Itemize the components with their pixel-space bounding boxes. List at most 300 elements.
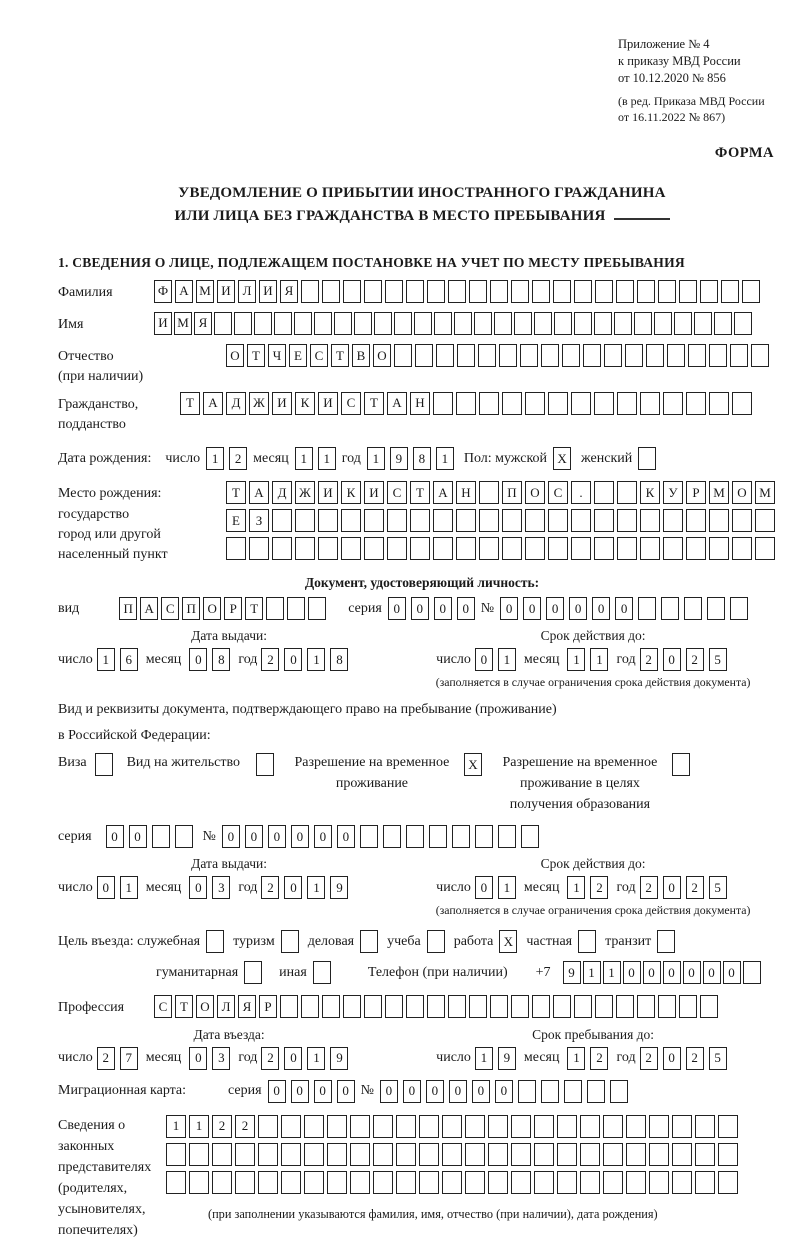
form-cell[interactable] — [534, 1115, 554, 1138]
form-cell[interactable]: Ф — [154, 280, 172, 303]
form-cell[interactable] — [562, 344, 580, 367]
form-cell[interactable] — [287, 597, 305, 620]
form-cell[interactable] — [448, 995, 466, 1018]
form-cell[interactable] — [686, 537, 706, 560]
form-cell[interactable] — [249, 537, 269, 560]
form-cell[interactable] — [661, 597, 679, 620]
form-cell[interactable] — [304, 1115, 324, 1138]
form-cell[interactable]: 1 — [307, 648, 325, 671]
form-cell[interactable] — [626, 1143, 646, 1166]
form-cell[interactable] — [640, 509, 660, 532]
form-cell[interactable]: 1 — [567, 648, 585, 671]
form-cell[interactable] — [364, 537, 384, 560]
form-cell[interactable] — [663, 537, 683, 560]
form-cell[interactable] — [475, 825, 493, 848]
form-cell[interactable] — [281, 1115, 301, 1138]
form-cell[interactable] — [341, 537, 361, 560]
form-cell[interactable] — [364, 280, 382, 303]
form-cell[interactable]: С — [154, 995, 172, 1018]
form-cell[interactable] — [427, 280, 445, 303]
form-cell[interactable] — [334, 312, 352, 335]
form-cell[interactable]: И — [259, 280, 277, 303]
form-cell[interactable]: Т — [245, 597, 263, 620]
form-cell[interactable] — [718, 1171, 738, 1194]
form-cell[interactable]: О — [525, 481, 545, 504]
form-cell[interactable] — [502, 537, 522, 560]
form-cell[interactable] — [383, 825, 401, 848]
form-cell[interactable] — [709, 344, 727, 367]
form-cell[interactable] — [617, 392, 637, 415]
form-cell[interactable]: С — [161, 597, 179, 620]
form-cell[interactable] — [189, 1143, 209, 1166]
form-cell[interactable] — [436, 344, 454, 367]
form-cell[interactable] — [553, 995, 571, 1018]
form-cell[interactable]: 2 — [261, 1047, 279, 1070]
form-cell[interactable]: О — [373, 344, 391, 367]
form-cell[interactable] — [730, 597, 748, 620]
form-cell[interactable]: Я — [280, 280, 298, 303]
form-cell[interactable]: Н — [410, 392, 430, 415]
purpose-official-checkbox[interactable] — [206, 930, 224, 953]
form-cell[interactable] — [494, 312, 512, 335]
form-cell[interactable]: 5 — [709, 1047, 727, 1070]
form-cell[interactable] — [514, 312, 532, 335]
form-cell[interactable]: А — [203, 392, 223, 415]
form-cell[interactable] — [709, 537, 729, 560]
purpose-study-checkbox[interactable] — [427, 930, 445, 953]
form-cell[interactable] — [679, 280, 697, 303]
form-cell[interactable] — [373, 1171, 393, 1194]
form-cell[interactable] — [557, 1171, 577, 1194]
form-cell[interactable]: Д — [226, 392, 246, 415]
form-cell[interactable]: 0 — [523, 597, 541, 620]
form-cell[interactable]: X — [464, 753, 482, 776]
form-cell[interactable] — [189, 1171, 209, 1194]
form-cell[interactable]: 0 — [284, 876, 302, 899]
form-cell[interactable]: 0 — [337, 825, 355, 848]
form-cell[interactable] — [364, 995, 382, 1018]
form-cell[interactable] — [478, 344, 496, 367]
form-cell[interactable]: Р — [259, 995, 277, 1018]
form-cell[interactable]: 1 — [498, 876, 516, 899]
form-cell[interactable]: 0 — [245, 825, 263, 848]
form-cell[interactable] — [578, 930, 596, 953]
form-cell[interactable]: 0 — [268, 825, 286, 848]
purpose-work-checkbox[interactable] — [499, 930, 517, 953]
form-cell[interactable]: 0 — [663, 648, 681, 671]
form-cell[interactable] — [304, 1143, 324, 1166]
form-cell[interactable] — [520, 344, 538, 367]
form-cell[interactable] — [721, 280, 739, 303]
form-cell[interactable]: 0 — [189, 1047, 207, 1070]
form-cell[interactable] — [553, 280, 571, 303]
form-cell[interactable]: Т — [331, 344, 349, 367]
form-cell[interactable]: 2 — [590, 876, 608, 899]
form-cell[interactable]: 1 — [295, 447, 313, 470]
form-cell[interactable] — [433, 392, 453, 415]
form-cell[interactable] — [488, 1143, 508, 1166]
form-cell[interactable] — [610, 1080, 628, 1103]
residence-permit-checkbox[interactable] — [256, 752, 274, 776]
form-cell[interactable] — [410, 509, 430, 532]
form-cell[interactable] — [419, 1171, 439, 1194]
form-cell[interactable] — [571, 509, 591, 532]
form-cell[interactable] — [212, 1143, 232, 1166]
form-cell[interactable]: 8 — [413, 447, 431, 470]
form-cell[interactable]: 3 — [212, 876, 230, 899]
form-cell[interactable] — [427, 930, 445, 953]
form-cell[interactable]: 0 — [314, 1080, 332, 1103]
form-cell[interactable] — [672, 1171, 692, 1194]
form-cell[interactable] — [604, 344, 622, 367]
form-cell[interactable] — [557, 1115, 577, 1138]
form-cell[interactable]: Т — [410, 481, 430, 504]
form-cell[interactable] — [658, 280, 676, 303]
form-cell[interactable] — [373, 1115, 393, 1138]
form-cell[interactable] — [732, 392, 752, 415]
form-cell[interactable] — [700, 280, 718, 303]
form-cell[interactable] — [474, 312, 492, 335]
form-cell[interactable] — [410, 537, 430, 560]
form-cell[interactable]: 0 — [314, 825, 332, 848]
form-cell[interactable] — [751, 344, 769, 367]
form-cell[interactable] — [557, 1143, 577, 1166]
form-cell[interactable]: Я — [194, 312, 212, 335]
form-cell[interactable] — [594, 481, 614, 504]
form-cell[interactable] — [700, 995, 718, 1018]
form-cell[interactable] — [394, 344, 412, 367]
form-cell[interactable] — [256, 753, 274, 776]
form-cell[interactable]: И — [272, 392, 292, 415]
purpose-private-checkbox[interactable] — [578, 930, 596, 953]
form-cell[interactable] — [571, 537, 591, 560]
form-cell[interactable] — [640, 537, 660, 560]
form-cell[interactable] — [479, 481, 499, 504]
form-cell[interactable]: 0 — [495, 1080, 513, 1103]
form-cell[interactable] — [490, 995, 508, 1018]
form-cell[interactable]: П — [119, 597, 137, 620]
form-cell[interactable] — [327, 1171, 347, 1194]
form-cell[interactable] — [434, 312, 452, 335]
form-cell[interactable]: 0 — [106, 825, 124, 848]
form-cell[interactable]: С — [548, 481, 568, 504]
form-cell[interactable] — [649, 1115, 669, 1138]
purpose-tourism-checkbox[interactable] — [281, 930, 299, 953]
form-cell[interactable] — [755, 537, 775, 560]
form-cell[interactable] — [594, 509, 614, 532]
form-cell[interactable] — [281, 930, 299, 953]
form-cell[interactable] — [295, 509, 315, 532]
form-cell[interactable] — [301, 280, 319, 303]
form-cell[interactable] — [234, 312, 252, 335]
form-cell[interactable]: А — [249, 481, 269, 504]
form-cell[interactable] — [479, 509, 499, 532]
form-cell[interactable] — [617, 481, 637, 504]
form-cell[interactable] — [583, 344, 601, 367]
purpose-other-checkbox[interactable] — [313, 961, 331, 984]
form-cell[interactable] — [718, 1115, 738, 1138]
form-cell[interactable] — [479, 537, 499, 560]
form-cell[interactable] — [640, 392, 660, 415]
form-cell[interactable]: 9 — [563, 961, 581, 984]
form-cell[interactable] — [419, 1143, 439, 1166]
form-cell[interactable] — [684, 597, 702, 620]
form-cell[interactable] — [574, 995, 592, 1018]
form-cell[interactable] — [301, 995, 319, 1018]
form-cell[interactable] — [734, 312, 752, 335]
form-cell[interactable] — [433, 537, 453, 560]
form-cell[interactable]: 0 — [284, 648, 302, 671]
form-cell[interactable] — [707, 597, 725, 620]
form-cell[interactable] — [674, 312, 692, 335]
form-cell[interactable] — [212, 1171, 232, 1194]
form-cell[interactable] — [743, 961, 761, 984]
sex-male-checkbox[interactable] — [553, 447, 571, 470]
form-cell[interactable] — [658, 995, 676, 1018]
form-cell[interactable]: 0 — [291, 1080, 309, 1103]
form-cell[interactable]: К — [640, 481, 660, 504]
form-cell[interactable]: К — [295, 392, 315, 415]
purpose-transit-checkbox[interactable] — [657, 930, 675, 953]
form-cell[interactable] — [587, 1080, 605, 1103]
form-cell[interactable]: 9 — [390, 447, 408, 470]
form-cell[interactable] — [521, 825, 539, 848]
form-cell[interactable]: М — [755, 481, 775, 504]
form-cell[interactable] — [667, 344, 685, 367]
form-cell[interactable] — [672, 1115, 692, 1138]
form-cell[interactable]: 0 — [222, 825, 240, 848]
form-cell[interactable] — [532, 280, 550, 303]
form-cell[interactable]: 0 — [703, 961, 721, 984]
form-cell[interactable]: 2 — [686, 1047, 704, 1070]
form-cell[interactable] — [396, 1115, 416, 1138]
form-cell[interactable] — [469, 995, 487, 1018]
form-cell[interactable] — [327, 1115, 347, 1138]
form-cell[interactable] — [709, 392, 729, 415]
form-cell[interactable]: А — [387, 392, 407, 415]
form-cell[interactable]: X — [553, 447, 571, 470]
form-cell[interactable] — [646, 344, 664, 367]
form-cell[interactable]: Ж — [295, 481, 315, 504]
form-cell[interactable] — [327, 1143, 347, 1166]
form-cell[interactable]: 0 — [380, 1080, 398, 1103]
form-cell[interactable]: М — [196, 280, 214, 303]
form-cell[interactable]: 2 — [686, 876, 704, 899]
form-cell[interactable] — [603, 1115, 623, 1138]
form-cell[interactable]: 1 — [475, 1047, 493, 1070]
form-cell[interactable] — [649, 1143, 669, 1166]
form-cell[interactable] — [654, 312, 672, 335]
form-cell[interactable]: И — [318, 481, 338, 504]
form-cell[interactable] — [469, 280, 487, 303]
form-cell[interactable]: . — [571, 481, 591, 504]
form-cell[interactable]: 0 — [449, 1080, 467, 1103]
form-cell[interactable] — [637, 280, 655, 303]
form-cell[interactable]: Н — [456, 481, 476, 504]
form-cell[interactable] — [718, 1143, 738, 1166]
form-cell[interactable]: А — [140, 597, 158, 620]
form-cell[interactable]: 0 — [623, 961, 641, 984]
form-cell[interactable]: М — [709, 481, 729, 504]
form-cell[interactable] — [686, 392, 706, 415]
form-cell[interactable]: 1 — [206, 447, 224, 470]
form-cell[interactable] — [695, 1115, 715, 1138]
form-cell[interactable] — [511, 1143, 531, 1166]
form-cell[interactable]: 0 — [683, 961, 701, 984]
form-cell[interactable]: В — [352, 344, 370, 367]
form-cell[interactable] — [617, 509, 637, 532]
form-cell[interactable] — [304, 1171, 324, 1194]
form-cell[interactable]: Т — [226, 481, 246, 504]
form-cell[interactable] — [502, 392, 522, 415]
form-cell[interactable] — [518, 1080, 536, 1103]
form-cell[interactable]: 8 — [212, 648, 230, 671]
form-cell[interactable] — [318, 509, 338, 532]
form-cell[interactable]: 0 — [268, 1080, 286, 1103]
form-cell[interactable]: 1 — [567, 876, 585, 899]
form-cell[interactable]: Л — [217, 995, 235, 1018]
form-cell[interactable]: 0 — [403, 1080, 421, 1103]
edu-permit-checkbox[interactable] — [672, 752, 690, 776]
form-cell[interactable]: 0 — [663, 876, 681, 899]
form-cell[interactable]: О — [196, 995, 214, 1018]
form-cell[interactable] — [274, 312, 292, 335]
form-cell[interactable] — [672, 753, 690, 776]
form-cell[interactable]: 0 — [723, 961, 741, 984]
form-cell[interactable]: К — [341, 481, 361, 504]
form-cell[interactable] — [456, 509, 476, 532]
form-cell[interactable] — [534, 312, 552, 335]
form-cell[interactable] — [580, 1171, 600, 1194]
form-cell[interactable]: 0 — [291, 825, 309, 848]
form-cell[interactable] — [214, 312, 232, 335]
form-cell[interactable]: 1 — [367, 447, 385, 470]
form-cell[interactable] — [595, 995, 613, 1018]
form-cell[interactable]: С — [341, 392, 361, 415]
form-cell[interactable]: 2 — [235, 1115, 255, 1138]
form-cell[interactable] — [554, 312, 572, 335]
form-cell[interactable] — [373, 1143, 393, 1166]
form-cell[interactable] — [280, 995, 298, 1018]
form-cell[interactable]: Д — [272, 481, 292, 504]
form-cell[interactable] — [452, 825, 470, 848]
form-cell[interactable] — [594, 392, 614, 415]
form-cell[interactable]: 9 — [498, 1047, 516, 1070]
form-cell[interactable] — [730, 344, 748, 367]
form-cell[interactable] — [580, 1143, 600, 1166]
form-cell[interactable] — [499, 344, 517, 367]
form-cell[interactable] — [755, 509, 775, 532]
form-cell[interactable]: 1 — [498, 648, 516, 671]
form-cell[interactable]: Л — [238, 280, 256, 303]
form-cell[interactable] — [616, 995, 634, 1018]
form-cell[interactable]: 0 — [546, 597, 564, 620]
form-cell[interactable] — [254, 312, 272, 335]
form-cell[interactable] — [694, 312, 712, 335]
form-cell[interactable] — [226, 537, 246, 560]
visa-checkbox[interactable] — [95, 752, 113, 776]
form-cell[interactable] — [350, 1171, 370, 1194]
form-cell[interactable]: 0 — [97, 876, 115, 899]
form-cell[interactable] — [350, 1143, 370, 1166]
form-cell[interactable]: 1 — [97, 648, 115, 671]
form-cell[interactable]: 2 — [261, 648, 279, 671]
form-cell[interactable]: 1 — [307, 876, 325, 899]
form-cell[interactable]: Ж — [249, 392, 269, 415]
form-cell[interactable] — [360, 825, 378, 848]
form-cell[interactable]: X — [499, 930, 517, 953]
form-cell[interactable] — [308, 597, 326, 620]
form-cell[interactable]: И — [364, 481, 384, 504]
form-cell[interactable]: Р — [686, 481, 706, 504]
form-cell[interactable] — [663, 392, 683, 415]
form-cell[interactable] — [465, 1171, 485, 1194]
form-cell[interactable] — [294, 312, 312, 335]
form-cell[interactable] — [580, 1115, 600, 1138]
form-cell[interactable]: 0 — [643, 961, 661, 984]
form-cell[interactable]: 0 — [475, 648, 493, 671]
form-cell[interactable] — [396, 1143, 416, 1166]
form-cell[interactable] — [714, 312, 732, 335]
form-cell[interactable] — [686, 509, 706, 532]
form-cell[interactable] — [433, 509, 453, 532]
form-cell[interactable]: С — [387, 481, 407, 504]
form-cell[interactable]: 3 — [212, 1047, 230, 1070]
form-cell[interactable] — [314, 312, 332, 335]
form-cell[interactable]: 5 — [709, 648, 727, 671]
form-cell[interactable] — [166, 1171, 186, 1194]
form-cell[interactable] — [625, 344, 643, 367]
form-cell[interactable] — [541, 344, 559, 367]
form-cell[interactable] — [281, 1171, 301, 1194]
form-cell[interactable] — [175, 825, 193, 848]
form-cell[interactable] — [448, 280, 466, 303]
form-cell[interactable]: Т — [247, 344, 265, 367]
form-cell[interactable]: 2 — [229, 447, 247, 470]
form-cell[interactable] — [429, 825, 447, 848]
form-cell[interactable] — [465, 1143, 485, 1166]
form-cell[interactable] — [574, 312, 592, 335]
form-cell[interactable] — [525, 537, 545, 560]
form-cell[interactable] — [488, 1115, 508, 1138]
form-cell[interactable] — [244, 961, 262, 984]
form-cell[interactable] — [663, 509, 683, 532]
form-cell[interactable]: 1 — [583, 961, 601, 984]
form-cell[interactable] — [649, 1171, 669, 1194]
form-cell[interactable] — [595, 280, 613, 303]
form-cell[interactable] — [616, 280, 634, 303]
form-cell[interactable]: 1 — [318, 447, 336, 470]
form-cell[interactable] — [235, 1143, 255, 1166]
form-cell[interactable] — [465, 1115, 485, 1138]
form-cell[interactable]: 0 — [434, 597, 452, 620]
form-cell[interactable]: 0 — [615, 597, 633, 620]
form-cell[interactable] — [709, 509, 729, 532]
form-cell[interactable]: 6 — [120, 648, 138, 671]
form-cell[interactable]: 1 — [567, 1047, 585, 1070]
form-cell[interactable] — [614, 312, 632, 335]
form-cell[interactable] — [95, 753, 113, 776]
form-cell[interactable] — [456, 537, 476, 560]
form-cell[interactable] — [732, 509, 752, 532]
form-cell[interactable] — [525, 392, 545, 415]
form-cell[interactable]: 0 — [411, 597, 429, 620]
form-cell[interactable] — [341, 509, 361, 532]
form-cell[interactable] — [511, 280, 529, 303]
form-cell[interactable] — [498, 825, 516, 848]
form-cell[interactable] — [479, 392, 499, 415]
form-cell[interactable] — [396, 1171, 416, 1194]
